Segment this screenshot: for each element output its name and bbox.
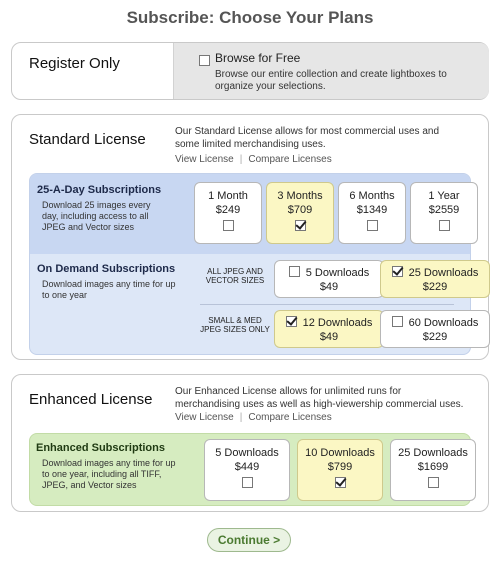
plan-checkbox[interactable] — [439, 220, 450, 231]
standard-subscriptions-panel — [29, 173, 479, 355]
enhanced-subscriptions-title: Enhanced Subscriptions — [36, 442, 165, 454]
ondemand-row-divider — [200, 304, 454, 305]
ondemand-option-5-downloads[interactable] — [274, 260, 384, 298]
plan-option-6-months[interactable] — [338, 182, 406, 244]
plan-duration: 3 Months — [277, 190, 323, 202]
daily-subscriptions-title: 25-A-Day Subscriptions — [37, 184, 162, 196]
small-med-jpeg-label: SMALL & MED JPEG SIZES ONLY — [200, 316, 270, 334]
continue-button[interactable]: Continue > — [207, 528, 291, 552]
link-separator: | — [239, 154, 243, 165]
all-jpeg-vector-label: ALL JPEG AND VECTOR SIZES — [205, 267, 265, 285]
register-only-section — [11, 42, 489, 100]
plan-price: $229 — [422, 331, 448, 343]
plan-downloads: 5 Downloads — [215, 447, 279, 459]
plan-checkbox[interactable] — [428, 477, 439, 488]
plan-downloads: 60 Downloads — [408, 317, 479, 329]
page-title: Subscribe: Choose Your Plans — [126, 8, 374, 27]
standard-license-links — [175, 154, 332, 165]
plan-price: $1349 — [356, 204, 388, 216]
plan-downloads: 5 Downloads — [305, 267, 370, 279]
plan-checkbox[interactable] — [367, 220, 378, 231]
ondemand-option-25-downloads[interactable] — [380, 260, 490, 298]
plan-price: $709 — [287, 204, 313, 216]
plan-checkbox[interactable] — [392, 316, 403, 327]
plan-checkbox[interactable] — [392, 266, 403, 277]
ondemand-option-12-downloads[interactable] — [274, 310, 384, 348]
plan-downloads: 25 Downloads — [398, 447, 468, 459]
enhanced-license-links — [175, 412, 332, 423]
plan-checkbox[interactable] — [223, 220, 234, 231]
enhanced-license-title: Enhanced License — [29, 391, 153, 408]
enhanced-option-10-downloads[interactable] — [297, 439, 383, 501]
browse-free-description: Browse our entire collection and create lightboxes to organize your selections. — [215, 69, 447, 92]
enhanced-option-25-downloads[interactable] — [390, 439, 476, 501]
standard-license-description: Our Standard License allows for most commercial uses and some limited merchandising uses. — [175, 126, 440, 150]
browse-free-option[interactable] — [173, 43, 489, 99]
plan-checkbox[interactable] — [289, 266, 300, 277]
ondemand-subscriptions-description: Download images any time for up to one year — [42, 279, 176, 300]
browse-free-label: Browse for Free — [215, 51, 301, 65]
daily-subscriptions-description: Download 25 images every day, including access to all JPEG and Vector sizes — [42, 200, 151, 232]
standard-license-section — [11, 114, 489, 360]
plan-checkbox[interactable] — [286, 316, 297, 327]
plan-option-3-months[interactable] — [266, 182, 334, 244]
plan-price: $2559 — [428, 204, 460, 216]
plan-price: $449 — [234, 461, 260, 473]
compare-licenses-link[interactable]: Compare Licenses — [248, 412, 332, 423]
plan-duration: 6 Months — [349, 190, 395, 202]
plan-duration: 1 Year — [428, 190, 460, 202]
plan-checkbox[interactable] — [295, 220, 306, 231]
browse-free-checkbox[interactable] — [199, 55, 210, 66]
enhanced-subscriptions-description: Download images any time for up to one year, including all TIFF, JPEG, and Vector sizes — [42, 458, 176, 490]
ondemand-option-60-downloads[interactable] — [380, 310, 490, 348]
plan-price: $1699 — [417, 461, 449, 473]
plan-price: $249 — [215, 204, 241, 216]
enhanced-subscriptions-panel — [29, 433, 471, 506]
plan-option-1-month[interactable] — [194, 182, 262, 244]
view-license-link[interactable]: View License — [175, 412, 234, 423]
enhanced-option-5-downloads[interactable] — [204, 439, 290, 501]
plan-checkbox[interactable] — [242, 477, 253, 488]
plan-price: $49 — [319, 331, 339, 343]
view-license-link[interactable]: View License — [175, 154, 234, 165]
ondemand-subscriptions-title: On Demand Subscriptions — [37, 263, 176, 275]
plan-checkbox[interactable] — [335, 477, 346, 488]
plan-price: $49 — [319, 281, 339, 293]
register-only-title: Register Only — [29, 55, 120, 72]
plan-option-1-year[interactable] — [410, 182, 478, 244]
link-separator: | — [239, 412, 243, 423]
compare-licenses-link[interactable]: Compare Licenses — [248, 154, 332, 165]
plan-duration: 1 Month — [208, 190, 248, 202]
plan-downloads: 12 Downloads — [302, 317, 373, 329]
plan-price: $229 — [422, 281, 448, 293]
standard-license-title: Standard License — [29, 131, 146, 148]
plan-downloads: 10 Downloads — [305, 447, 375, 459]
enhanced-license-description: Our Enhanced License allows for unlimited runs for merchandising uses as well as high-viewership commercial uses. — [175, 386, 464, 410]
plan-price: $799 — [327, 461, 353, 473]
enhanced-license-section — [11, 374, 489, 512]
plan-downloads: 25 Downloads — [408, 267, 479, 279]
